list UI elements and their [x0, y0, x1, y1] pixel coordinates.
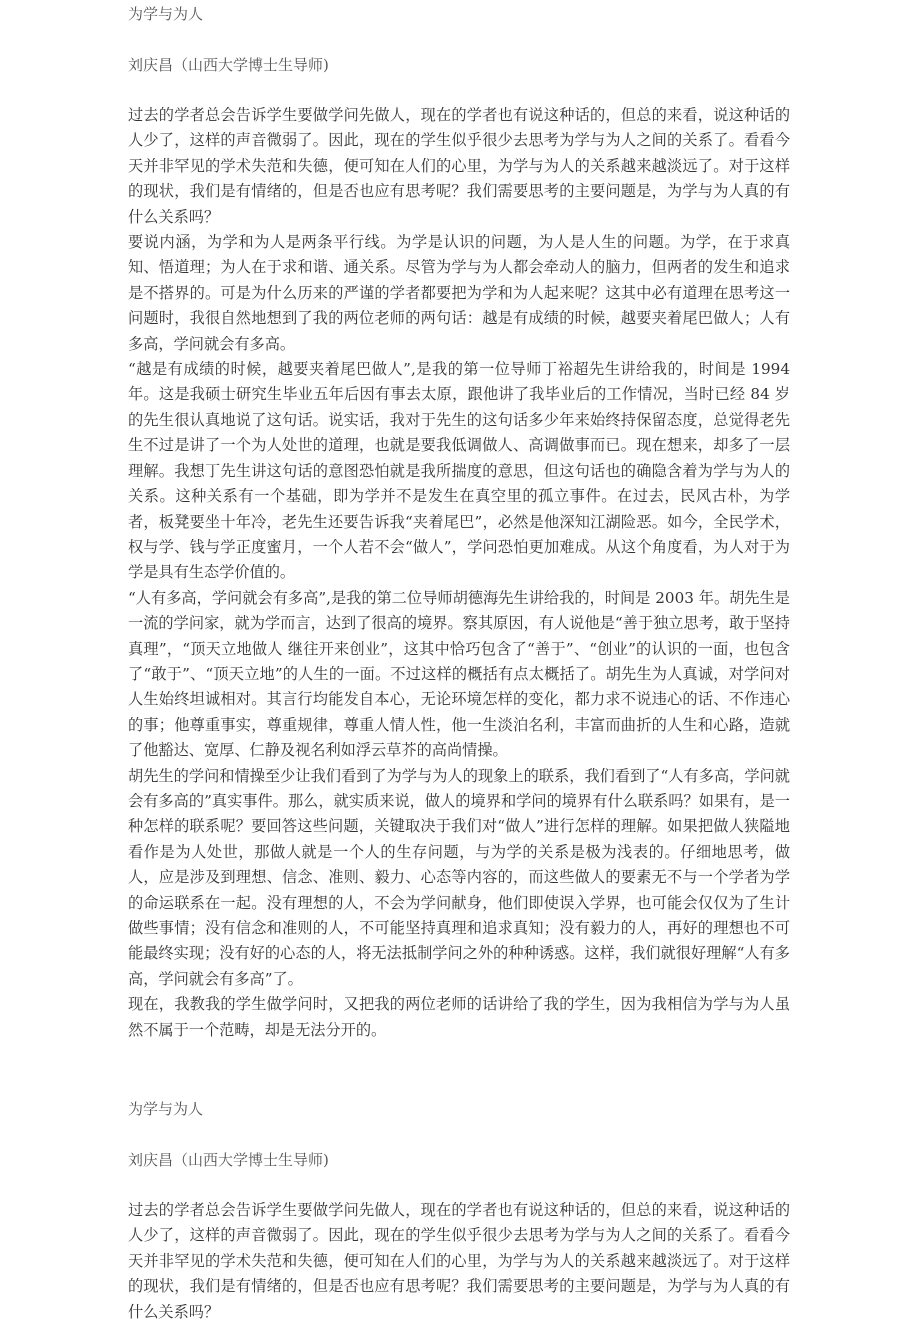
- document-body: [128, 103, 790, 1043]
- repeated-author: 刘庆昌（山西大学博士生导师): [128, 1151, 329, 1169]
- document-title: 为学与为人: [128, 5, 204, 23]
- paragraph-6: 现在，我教我的学生做学问时，又把我的两位老师的话讲给了我的学生，因为我相信为学与为人虽然不属于一个范畴，却是无法分开的。: [128, 995, 790, 1039]
- repeated-title: 为学与为人: [128, 1100, 204, 1118]
- paragraph-5: 胡先生的学问和情操至少让我们看到了为学与为人的现象上的联系，我们看到了“人有多高，学问就会有多高的”真实事件。那么，就实质来说，做人的境界和学问的境界有什么联系吗？如果有，是一种怎样的联系呢？要回答这些问题，关键取决于我们对“做人”进行怎样的理解。如果把做人狭隘地看作是为人处世，那做人就是一个人的生存问题，与为学的关系是极为浅表的。仔细地思考，做人，应是涉及到理想、信念、准则、毅力、心态等内容的，而这些做人的要素无不与一个学者为学的命运联系在一起。没有理想的人，不会为学问献身，他们即使误入学界，也可能会仅仅为了生计做些事情；没有信念和准则的人，不可能坚持真理和追求真知；没有毅力的人，再好的理想也不可能最终实现；没有好的心态的人，将无法抵制学问之外的种种诱惑。这样，我们就很好理解“人有多高，学问就会有多高”了。: [128, 766, 790, 988]
- paragraph-4: “人有多高，学问就会有多高”,是我的第二位导师胡德海先生讲给我的，时间是 2003 年。胡先生是一流的学问家，就为学而言，达到了很高的境界。察其原因，有人说他是“善于独立思考，敢于坚持真理”，“顶天立地做人 继往开来创业”，这其中恰巧包含了“善于”、“创业”的认识的一面，也包含了“敢于”、“顶天立地”的人生的一面。不过这样的概括有点太概括了。胡先生为人真诚，对学问对人生始终坦诚相对。其言行均能发自本心，无论环境怎样的变化，都力求不说违心的话、不作违心的事；他尊重事实，尊重规律，尊重人情人性，他一生淡泊名利，丰富而曲折的人生和心路，造就了他豁达、宽厚、仁静及视名利如浮云草芥的高尚情操。: [128, 588, 790, 760]
- document-page: [128, 0, 790, 1043]
- repeated-body: [128, 1198, 790, 1325]
- repeated-section: [128, 1095, 790, 1325]
- paragraph-1: 过去的学者总会告诉学生要做学问先做人，现在的学者也有说这种话的，但总的来看，说这种话的人少了，这样的声音微弱了。因此，现在的学生似乎很少去思考为学与为人之间的关系了。看看今天并非罕见的学术失范和失德，便可知在人们的心里，为学与为人的关系越来越淡远了。对于这样的现状，我们是有情绪的，但是否也应有思考呢？我们需要思考的主要问题是，为学与为人真的有什么关系吗？: [128, 106, 790, 226]
- document-author: 刘庆昌（山西大学博士生导师): [128, 56, 329, 74]
- paragraph-2: 要说内涵，为学和为人是两条平行线。为学是认识的问题，为人是人生的问题。为学，在于求真知、悟道理；为人在于求和谐、通关系。尽管为学与为人都会牵动人的脑力，但两者的发生和追求是不搭界的。可是为什么历来的严谨的学者都要把为学和为人起来呢？这其中必有道理在思考这一问题时，我很自然地想到了我的两位老师的两句话：越是有成绩的时候，越要夹着尾巴做人；人有多高，学问就会有多高。: [128, 233, 790, 353]
- paragraph-3: “越是有成绩的时候，越要夹着尾巴做人”,是我的第一位导师丁裕超先生讲给我的，时间是 1994 年。这是我硕士研究生毕业五年后因有事去太原，跟他讲了我毕业后的工作情况，当时已经 84 岁的先生很认真地说了这句话。说实话，我对于先生的这句话多少年来始终持保留态度，总觉得老先生不过是讲了一个为人处世的道理，也就是要我低调做人、高调做事而已。现在想来，却多了一层理解。我想丁先生讲这句话的意图恐怕就是我所揣度的意思，但这句话也的确隐含着为学与为人的关系。这种关系有一个基础，即为学并不是发生在真空里的孤立事件。在过去，民风古朴，为学者，板凳要坐十年冷，老先生还要告诉我“夹着尾巴”，必然是他深知江湖险恶。如今，全民学术，权与学、钱与学正度蜜月，一个人若不会“做人”，学问恐怕更加难成。从这个角度看，为人对于为学是具有生态学价值的。: [128, 360, 790, 582]
- repeated-paragraph: 过去的学者总会告诉学生要做学问先做人，现在的学者也有说这种话的，但总的来看，说这种话的人少了，这样的声音微弱了。因此，现在的学生似乎很少去思考为学与为人之间的关系了。看看今天并非罕见的学术失范和失德，便可知在人们的心里，为学与为人的关系越来越淡远了。对于这样的现状，我们是有情绪的，但是否也应有思考呢？我们需要思考的主要问题是，为学与为人真的有什么关系吗？: [128, 1201, 790, 1321]
